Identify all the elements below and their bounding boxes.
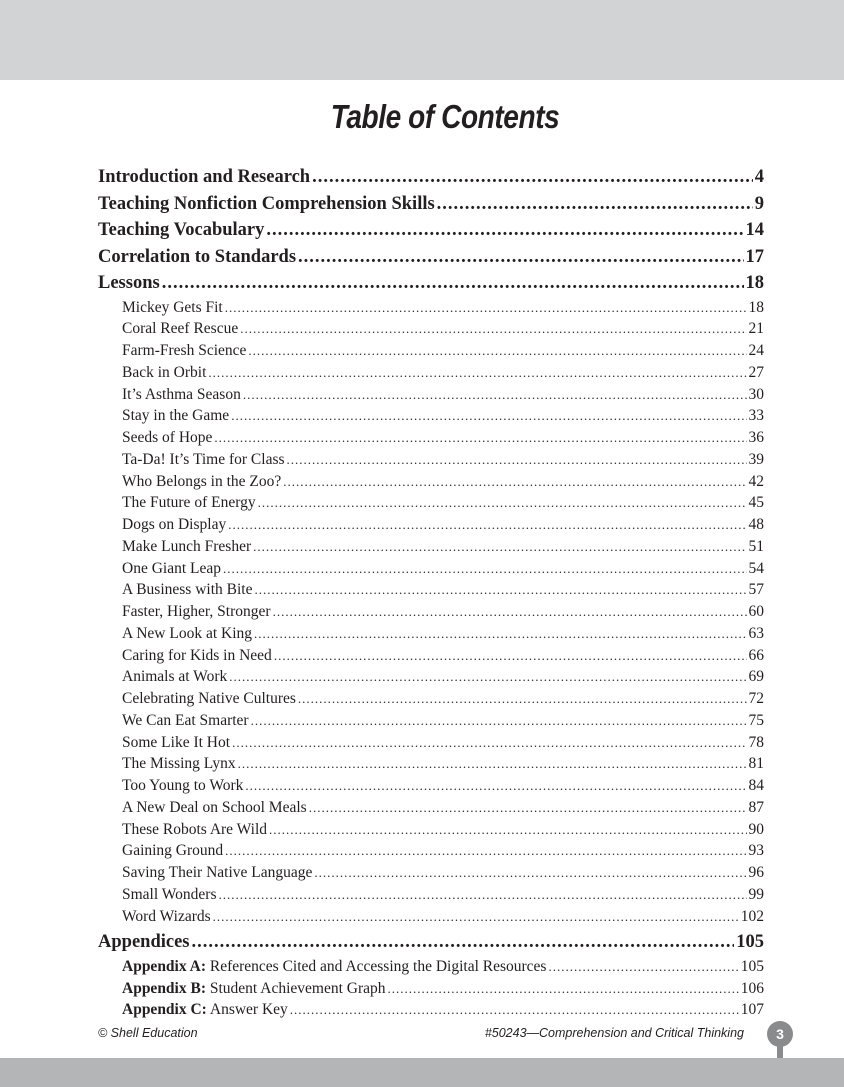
entry-page: 14 [745,220,764,240]
page-number-badge: 3 [767,1021,793,1047]
toc-section [98,191,764,218]
entry-label: Dogs on Display [122,516,227,533]
dot-leader [298,244,743,270]
dot-leader [548,956,738,978]
lesson-entry [122,514,764,536]
dot-leader [312,164,753,190]
entry-label: A New Deal on School Meals [122,798,307,816]
entry-page: 18 [748,298,764,316]
entry-page: 36 [748,429,764,446]
entry-label: These Robots Are Wild [122,820,268,838]
entry-page: 105 [740,957,764,975]
entry-label: Too Young to Work [122,777,244,794]
entry-page: 93 [748,842,764,860]
dot-leader [283,471,746,493]
entry-label: Farm-Fresh Science [122,342,247,359]
entry-page: 60 [748,603,764,620]
entry-label: Teaching Vocabulary [98,220,265,240]
entry-label: Back in Orbit [122,363,207,381]
lesson-entry [122,449,764,471]
lesson-entry [122,340,764,362]
entry-label [122,999,288,1021]
lesson-entry [122,775,764,797]
entry-page: 21 [748,320,764,338]
entry-page: 17 [745,246,764,267]
lesson-entry [122,536,764,558]
entry-page: 51 [748,537,764,555]
section-page: 105 [736,932,764,953]
dot-leader [225,297,747,319]
section-label: Lessons [98,273,160,293]
toc-section [98,244,764,271]
entry-label: It’s Asthma Season [122,385,241,403]
dot-leader [225,840,746,862]
entry-page: 9 [754,193,764,214]
dot-leader [214,427,746,449]
entry-page: 75 [748,711,764,729]
lesson-entry [122,797,764,819]
dot-leader [258,492,747,514]
dot-leader [287,449,747,471]
appendix-title: Student Achievement Graph [209,979,386,997]
major-sections [98,164,764,270]
entry-label [122,956,546,978]
entry-label: The Missing Lynx [122,755,236,773]
entry-label: Gaining Ground [122,842,224,860]
entry-page: 96 [748,864,764,881]
dot-leader [254,579,746,601]
entry-label: Small Wonders [122,885,217,903]
entry-page: 42 [748,472,764,490]
lesson-entry [122,753,764,775]
dot-leader [208,362,746,384]
entry-page: 69 [748,668,764,686]
appendix-title: References Cited and Accessing the Digital Resources [209,957,547,975]
dot-leader [162,270,744,296]
entry-page: 4 [754,167,764,187]
appendix-entry [122,956,764,978]
footer-product: #50243—Comprehension and Critical Thinking [484,1026,744,1040]
appendix-entry [122,999,764,1021]
entry-page: 57 [748,581,764,599]
lesson-entry [122,601,764,623]
dot-leader [388,978,739,1000]
entry-page: 48 [748,516,764,533]
lesson-list [98,297,764,928]
entry-label: Seeds of Hope [122,429,213,446]
lesson-entry [122,819,764,841]
dot-leader [274,645,747,667]
entry-page: 27 [748,363,764,381]
section-page: 18 [745,273,764,293]
entry-label: Caring for Kids in Need [122,646,272,664]
toc-section-lessons [98,270,764,297]
entry-page: 66 [748,646,764,664]
toc-section [98,164,764,191]
dot-leader [309,797,747,819]
lesson-entry [122,427,764,449]
entry-label: Introduction and Research [98,167,311,187]
dot-leader [248,340,746,362]
entry-page: 84 [748,777,764,794]
lesson-entry [122,492,764,514]
entry-label: Teaching Nonfiction Comprehension Skills [98,193,435,214]
entry-page: 54 [748,559,764,577]
entry-label: Make Lunch Fresher [122,537,252,555]
lesson-entry [122,884,764,906]
entry-page: 81 [748,755,764,773]
entry-page: 99 [748,885,764,903]
entry-page: 106 [740,979,764,997]
lesson-entry [122,297,764,319]
entry-page: 30 [748,385,764,403]
appendix-key: Appendix C: [122,1001,207,1019]
lesson-entry [122,906,764,928]
entry-page: 45 [748,494,764,512]
footer-publisher: © Shell Education [98,1026,198,1040]
entry-label: Word Wizards [122,907,211,925]
lesson-entry [122,384,764,406]
dot-leader [213,906,739,928]
entry-label: Saving Their Native Language [122,864,313,881]
dot-leader [254,623,746,645]
dot-leader [243,384,747,406]
dot-leader [231,405,746,427]
entry-page: 90 [748,820,764,838]
entry-page: 78 [748,733,764,751]
dot-leader [229,666,746,688]
toc-section [98,217,764,244]
appendix-key: Appendix B: [122,979,206,997]
lesson-entry [122,710,764,732]
header-band [0,0,844,80]
appendix-title: Answer Key [209,1001,288,1019]
lesson-entry [122,732,764,754]
appendix-list [98,956,764,1021]
entry-page: 33 [748,407,764,425]
dot-leader [314,862,746,884]
dot-leader [192,929,735,955]
dot-leader [223,558,747,580]
lesson-entry [122,666,764,688]
entry-page: 39 [748,450,764,468]
dot-leader [251,710,747,732]
entry-label: A New Look at King [122,624,253,642]
entry-label: Animals at Work [122,668,228,686]
entry-label [122,978,386,1000]
entry-page: 24 [748,342,764,359]
lesson-entry [122,318,764,340]
lesson-entry [122,471,764,493]
entry-page: 102 [740,907,764,925]
dot-leader [240,318,746,340]
lesson-entry [122,862,764,884]
lesson-entry [122,558,764,580]
entry-label: Ta-Da! It’s Time for Class [122,450,285,468]
entry-label: Celebrating Native Cultures [122,690,296,707]
dot-leader [232,732,746,754]
dot-leader [245,775,746,797]
appendix-key: Appendix A: [122,957,206,975]
dot-leader [266,217,743,243]
entry-page: 107 [740,1001,764,1019]
page-title: Table of Contents [330,98,560,135]
lesson-entry [122,840,764,862]
section-label: Appendices [98,932,190,953]
entry-label: Mickey Gets Fit [122,298,223,316]
entry-label: Stay in the Game [122,407,230,425]
dot-leader [218,884,746,906]
lesson-entry [122,623,764,645]
dot-leader [253,536,746,558]
dot-leader [273,601,747,623]
entry-label: Correlation to Standards [98,246,297,267]
toc-section-appendices [98,929,764,956]
entry-page: 63 [748,624,764,642]
entry-label: One Giant Leap [122,559,221,577]
lesson-entry [122,688,764,710]
table-of-contents [98,164,764,1021]
page-badge-stem [777,1045,783,1059]
entry-label: Faster, Higher, Stronger [122,603,271,620]
entry-label: We Can Eat Smarter [122,711,249,729]
dot-leader [228,514,746,536]
dot-leader [238,753,747,775]
lesson-entry [122,405,764,427]
appendix-entry [122,978,764,1000]
entry-label: Coral Reef Rescue [122,320,239,338]
entry-label: The Future of Energy [122,494,256,512]
lesson-entry [122,579,764,601]
entry-label: A Business with Bite [122,581,253,599]
lesson-entry [122,362,764,384]
entry-page: 72 [748,690,764,707]
dot-leader [298,688,747,710]
dot-leader [269,819,746,841]
lesson-entry [122,645,764,667]
entry-label: Some Like It Hot [122,733,231,751]
dot-leader [437,191,753,217]
entry-page: 87 [748,798,764,816]
footer-band [0,1058,844,1087]
entry-label: Who Belongs in the Zoo? [122,472,282,490]
dot-leader [290,999,739,1021]
